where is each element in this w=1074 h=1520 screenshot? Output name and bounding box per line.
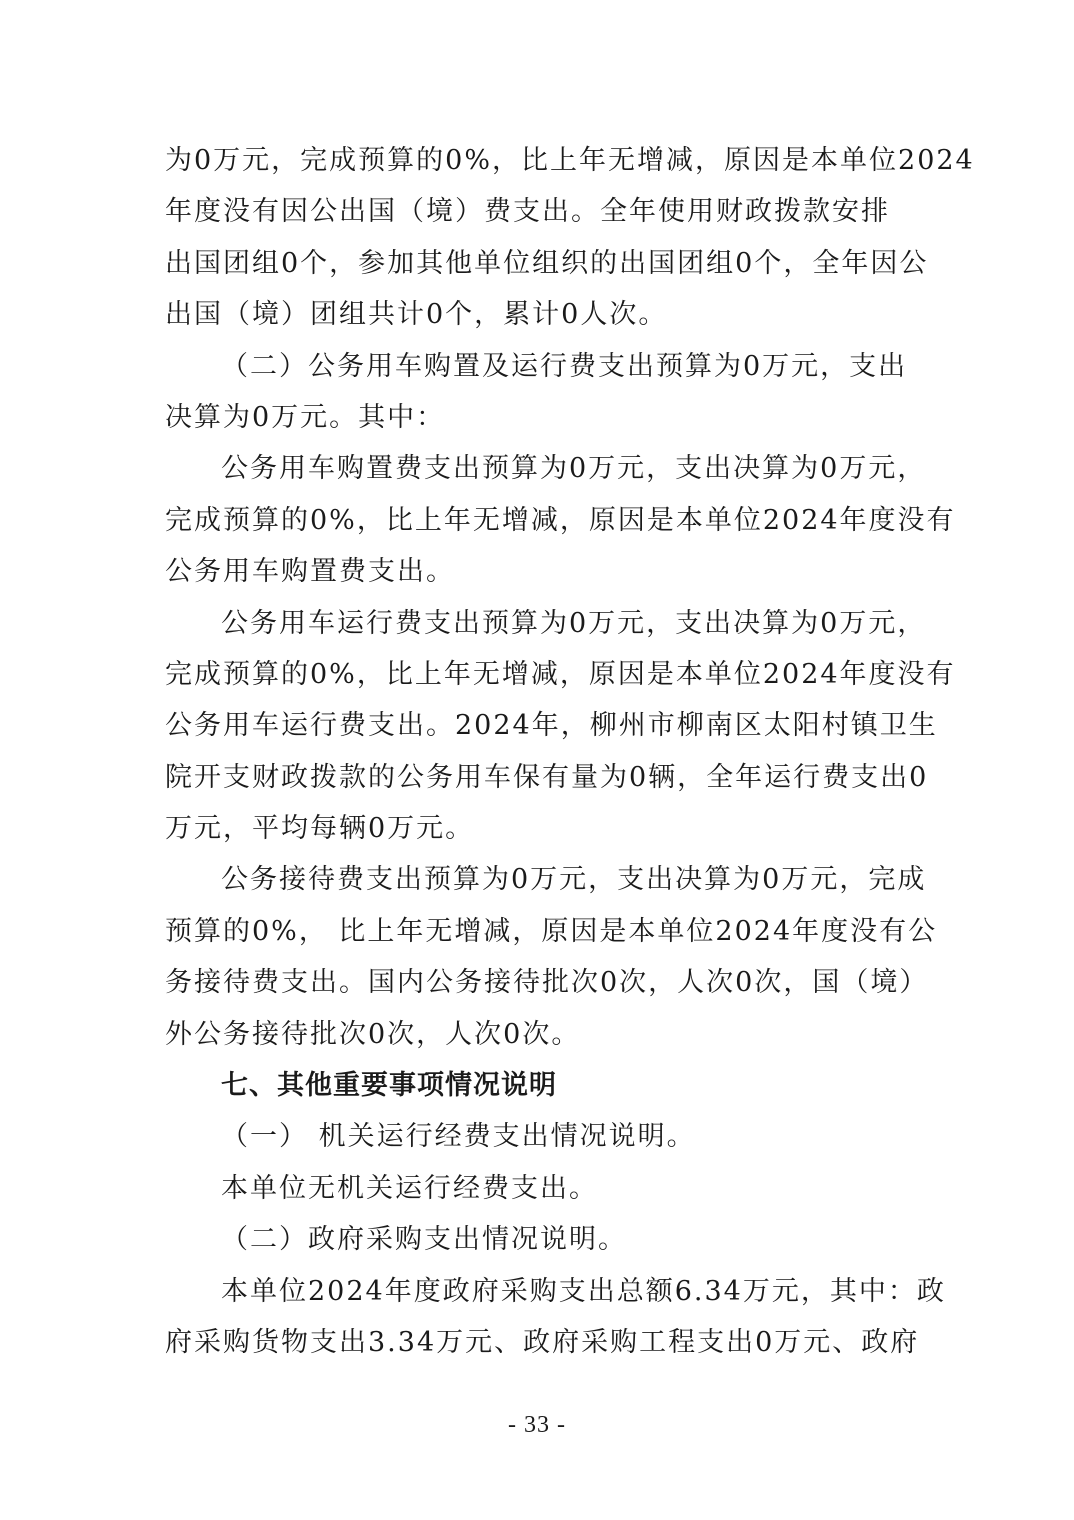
text-line: （二）公务用车购置及运行费支出预算为0万元，支出 bbox=[221, 350, 908, 382]
text-line: 本单位2024年度政府采购支出总额6.34万元，其中：政 bbox=[221, 1275, 946, 1307]
text-line: 公务用车购置费支出。 bbox=[165, 556, 455, 588]
body-text bbox=[165, 135, 975, 1368]
text-line: 出国团组0个，参加其他单位组织的出国团组0个，全年因公 bbox=[165, 247, 929, 279]
text-line: 府采购货物支出3.34万元、政府采购工程支出0万元、政府 bbox=[165, 1326, 920, 1358]
text-line: 为0万元，完成预算的0%，比上年无增减，原因是本单位2024 bbox=[165, 145, 975, 176]
text-line: 公务用车购置费支出预算为0万元，支出决算为0万元， bbox=[221, 453, 927, 485]
text-line: 公务用车运行费支出预算为0万元，支出决算为0万元， bbox=[221, 607, 927, 639]
text-line: 预算的0%， 比上年无增减，原因是本单位2024年度没有公 bbox=[165, 915, 938, 947]
text-line: 公务用车运行费支出。2024年，柳州市柳南区太阳村镇卫生 bbox=[165, 710, 938, 742]
text-line: 外公务接待批次0次，人次0次。 bbox=[165, 1018, 581, 1050]
subsection-heading: （一） 机关运行经费支出情况说明。 bbox=[221, 1121, 696, 1153]
text-line: 务接待费支出。国内公务接待批次0次，人次0次，国（境） bbox=[165, 967, 929, 999]
section-heading: 七、其他重要事项情况说明 bbox=[221, 1070, 557, 1102]
text-line: 本单位无机关运行经费支出。 bbox=[221, 1172, 598, 1204]
text-line: 万元，平均每辆0万元。 bbox=[165, 813, 475, 845]
text-line: 完成预算的0%，比上年无增减，原因是本单位2024年度没有 bbox=[165, 658, 956, 690]
subsection-heading: （二）政府采购支出情况说明。 bbox=[221, 1224, 627, 1256]
text-line: 院开支财政拨款的公务用车保有量为0辆，全年运行费支出0 bbox=[165, 761, 929, 793]
text-line: 年度没有因公出国（境）费支出。全年使用财政拨款安排 bbox=[165, 196, 890, 228]
text-line: 决算为0万元。其中： bbox=[165, 401, 446, 433]
text-line: 完成预算的0%，比上年无增减，原因是本单位2024年度没有 bbox=[165, 504, 956, 536]
text-line: 出国（境）团组共计0个，累计0人次。 bbox=[165, 299, 668, 331]
page-number: - 33 - bbox=[508, 1412, 566, 1438]
text-line: 公务接待费支出预算为0万元，支出决算为0万元，完成 bbox=[221, 864, 927, 896]
